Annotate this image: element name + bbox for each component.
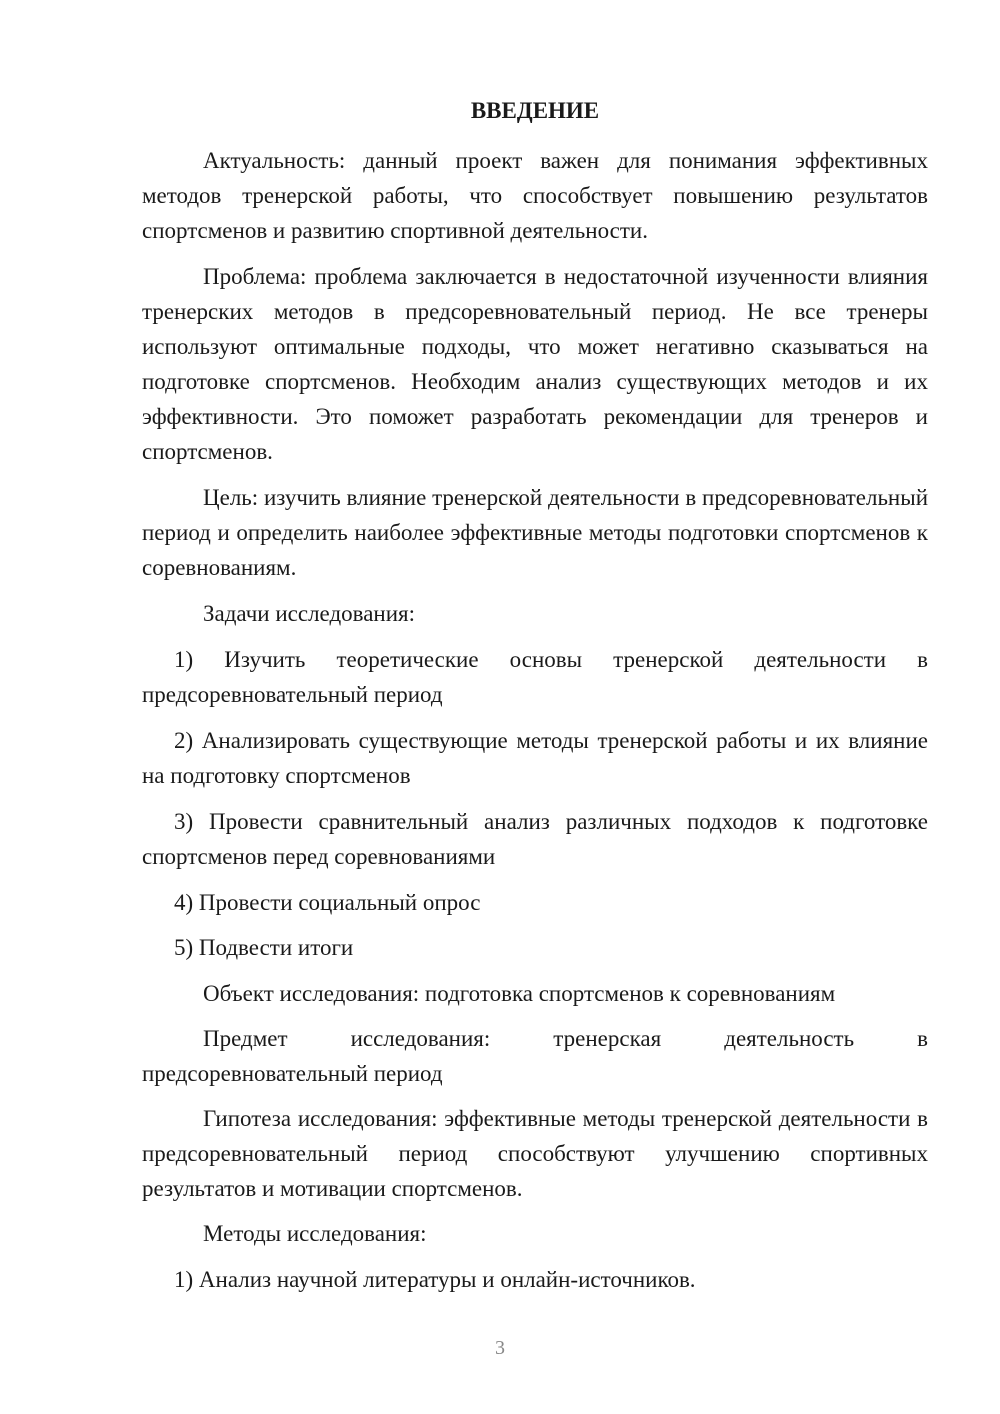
subject-paragraph: Предмет исследования: тренерская деятельность в предсоревновательный период: [142, 1026, 928, 1086]
task-item-5: 5) Подвести итоги: [174, 935, 354, 960]
task-item-1: 1) Изучить теоретические основы тренерской деятельности в предсоревновательный период: [142, 647, 928, 707]
page-title: ВВЕДЕНИЕ: [470, 98, 600, 123]
task-item-3: 3) Провести сравнительный анализ различных подходов к подготовке спортсменов перед соревнованиями: [142, 809, 928, 869]
tasks-heading: Задачи исследования:: [203, 601, 416, 626]
hypothesis-paragraph: Гипотеза исследования: эффективные методы тренерской деятельности в предсоревновательный период способствуют улучшению спортивных результатов и мотивации спортсменов.: [142, 1106, 928, 1201]
problem-paragraph: Проблема: проблема заключается в недостаточной изученности влияния тренерских методов в предсоревновательный период. Не все тренеры используют оптимальные подходы, что может негативно сказываться на подготовке спортсменов. Необходим анализ существующих методов и их эффективности. Это поможет разработать рекомендации для тренеров и спортсменов.: [142, 264, 928, 464]
task-item-4: 4) Провести социальный опрос: [174, 890, 481, 915]
page-number: 3: [495, 1337, 505, 1359]
object-paragraph: Объект исследования: подготовка спортсменов к соревнованиям: [203, 981, 836, 1006]
task-item-2: 2) Анализировать существующие методы тренерской работы и их влияние на подготовку спортсменов: [142, 728, 928, 788]
methods-heading: Методы исследования:: [203, 1221, 427, 1246]
relevance-paragraph: Актуальность: данный проект важен для понимания эффективных методов тренерской работы, что способствует повышению результатов спортсменов и развитию спортивной деятельности.: [142, 148, 928, 243]
goal-paragraph: Цель: изучить влияние тренерской деятельности в предсоревновательный период и определить наиболее эффективные методы подготовки спортсменов к соревнованиям.: [142, 485, 928, 580]
method-item-1: 1) Анализ научной литературы и онлайн-источников.: [174, 1267, 696, 1292]
